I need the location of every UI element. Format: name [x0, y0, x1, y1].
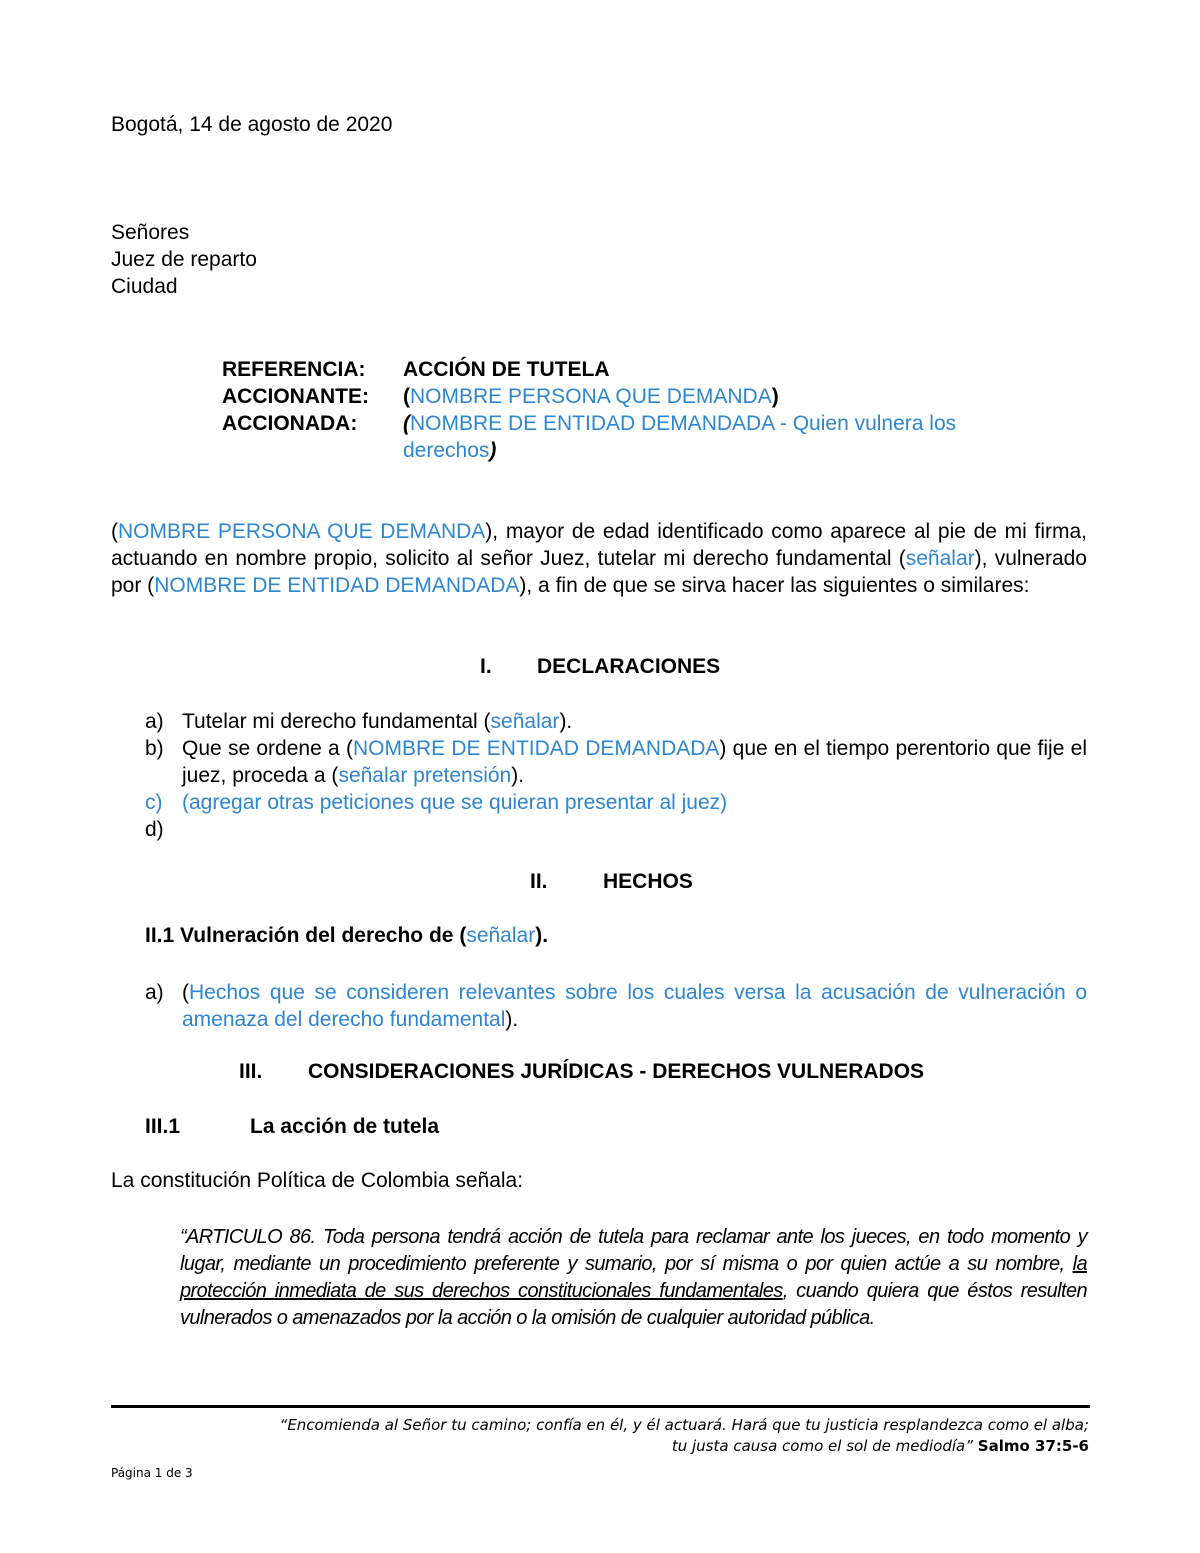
section3-subnumber: III.1 — [145, 1115, 181, 1138]
ref-value: ACCIÓN DE TUTELA — [403, 358, 610, 381]
addressee-line-3: Ciudad — [111, 275, 178, 298]
addressee-line-2: Juez de reparto — [111, 248, 257, 271]
accionante-placeholder: NOMBRE PERSONA QUE DEMANDA — [410, 385, 772, 408]
section2-subheading — [145, 924, 548, 948]
quote-text: , cuando quiera que éstos resulten vulnerados o amenazados por la acción o la omisión de cualquier autoridad pública. — [180, 1280, 1087, 1329]
accionante-value: (NOMBRE PERSONA QUE DEMANDA) — [403, 385, 779, 408]
ref-label: REFERENCIA: — [222, 358, 366, 381]
section3-subtitle: La acción de tutela — [250, 1115, 440, 1138]
item-placeholder: NOMBRE DE ENTIDAD DEMANDADA — [352, 737, 720, 760]
intro-paragraph: (NOMBRE PERSONA QUE DEMANDA), mayor de edad identificado como aparece al pie de mi firma, actuando en nombre propio, solicito al señor Juez, tutelar mi derecho fundamental (señalar), vulnerado por (NOMBRE DE ENTIDAD DEMANDADA), a fin de que se sirva hacer las siguientes o similares: — [111, 520, 1087, 597]
footer-citation: Salmo 37:5-6 — [977, 1437, 1089, 1455]
item-placeholder: señalar pretensión — [338, 764, 512, 787]
section2-number: II. — [530, 870, 548, 893]
accionada-placeholder: NOMBRE DE ENTIDAD DEMANDADA - Quien vulnera los derechos — [403, 412, 957, 462]
intro-text-1: ), mayor de edad identificado como aparece al pie de mi firma, actuando en nombre propio, solicito al señor Juez, tutelar mi derecho fundamental ( — [111, 520, 1087, 570]
subheading-text: ). — [535, 924, 549, 947]
footer-verse-line-2 — [672, 1437, 1089, 1455]
section3-number: III. — [239, 1060, 263, 1083]
item-placeholder: Hechos que se consideren relevantes sobre los cuales versa la acusación de vulneración o amenaza del derecho fundamental — [182, 981, 1087, 1031]
list-marker: d) — [145, 818, 164, 841]
footer-verse-line-1: “Encomienda al Señor tu camino; confía en él, y él actuará. Hará que tu justicia resplandezca como el alba; — [279, 1416, 1089, 1434]
item-text: Que se ordene a ( — [182, 737, 353, 760]
addressee-line-1: Señores — [111, 221, 190, 244]
intro-right-placeholder: señalar — [905, 547, 975, 570]
intro-entity-placeholder: NOMBRE DE ENTIDAD DEMANDADA — [154, 574, 520, 597]
footer-verse-text: tu justa causa como el sol de mediodía” — [671, 1437, 974, 1455]
list-marker: b) — [145, 737, 164, 760]
section2-title: HECHOS — [603, 870, 693, 893]
footer-divider — [111, 1405, 1090, 1408]
accionada-label: ACCIONADA: — [222, 412, 358, 435]
section3-title: CONSIDERACIONES JURÍDICAS - DERECHOS VULNERADOS — [308, 1060, 925, 1083]
item-text: ) que en el tiempo perentorio que fije el juez, proceda a ( — [182, 737, 1088, 787]
quote-text: “ARTICULO 86. Toda persona tendrá acción de tutela para reclamar ante los jueces, en todo momento y lugar, mediante un procedimiento preferente y sumario, por sí misma o por quien actúe a su nombre, — [180, 1226, 1087, 1275]
section1-title: DECLARACIONES — [537, 655, 721, 678]
page-number: Página 1 de 3 — [111, 1466, 193, 1480]
item-placeholder: (agregar otras peticiones que se quieran presentar al juez) — [182, 791, 728, 814]
date-line: Bogotá, 14 de agosto de 2020 — [111, 113, 393, 136]
accionada-value: (NOMBRE DE ENTIDAD DEMANDADA - Quien vulnera los derechos) — [403, 412, 957, 462]
intro-text-2: ), vulnerado por ( — [111, 547, 1087, 597]
list-marker: a) — [145, 710, 164, 733]
intro-text-3: ), a fin de que se sirva hacer las siguientes o similares: — [519, 574, 1030, 597]
item-placeholder: señalar — [490, 710, 560, 733]
section3-lead: La constitución Política de Colombia señala: — [111, 1169, 524, 1192]
intro-claimant-placeholder: NOMBRE PERSONA QUE DEMANDA — [118, 520, 486, 543]
list-marker: a) — [145, 981, 164, 1004]
quote-underlined: la protección inmediata de sus derechos constitucionales fundamentales — [180, 1253, 1087, 1302]
list-marker: c) — [145, 791, 163, 814]
article-quote — [180, 1224, 1087, 1332]
item-text: ). — [511, 764, 525, 787]
accionante-label: ACCIONANTE: — [222, 385, 369, 408]
item-text: Tutelar mi derecho fundamental ( — [182, 710, 491, 733]
section1-number: I. — [480, 655, 492, 678]
item-text: ). — [559, 710, 573, 733]
subheading-text: II.1 Vulneración del derecho de ( — [145, 924, 467, 947]
subheading-placeholder: señalar — [466, 924, 536, 947]
